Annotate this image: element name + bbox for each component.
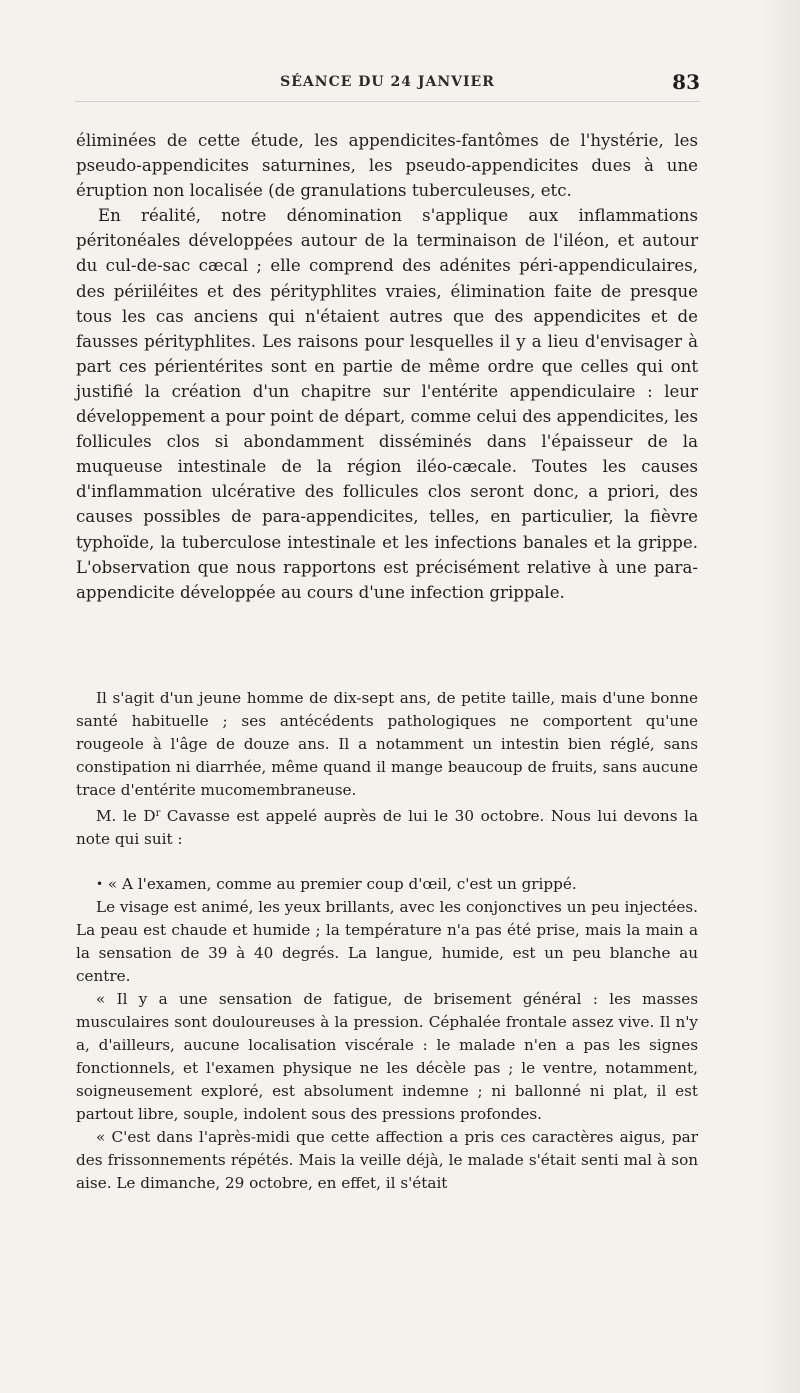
running-title: SÉANCE DU 24 JANVIER: [280, 74, 495, 90]
case-text-fragment: M. le D: [96, 807, 156, 825]
main-text: [76, 128, 698, 605]
superscript: r: [155, 808, 161, 819]
case-paragraph: « Il y a une sensation de fatigue, de brisement général : les masses musculaires sont douloureuses à la pression. Céphalée frontale assez vive. Il n'y a, d'ailleurs, aucune localisation viscérale : le malade n'en a pas les signes fonctionnels, et l'examen physique ne les décèle pas ; le ventre, notamment, soigneusement exploré, est absolument indemne ; ni ballonné ni plat, il est partout libre, souple, indolent sous des pressions profondes.: [76, 990, 698, 1123]
scan-shadow: [760, 0, 800, 1393]
case-text-fragment: Cavasse est appelé auprès de lui le 30 octobre. Nous lui devons la note qui suit :: [76, 807, 698, 848]
bullet-mark: •: [96, 877, 104, 891]
case-paragraph: Le visage est animé, les yeux brillants, avec les conjonctives un peu injectées. La peau est chaude et humide ; la température n'a pas été prise, mais la main a la sensation de 39 à 40 degrés. La langue, humide, est un peu blanche au centre.: [76, 898, 698, 985]
case-paragraph: Il s'agit d'un jeune homme de dix-sept ans, de petite taille, mais d'une bonne santé habituelle ; ses antécédents pathologiques ne comportent qu'une rougeole à l'âge de douze ans. Il a notamment un intestin bien réglé, sans constipation ni diarrhée, même quand il mange beaucoup de fruits, sans aucune trace d'entérite mucomembraneuse.: [76, 689, 698, 799]
case-paragraph: [76, 802, 698, 851]
case-report: [76, 687, 698, 1195]
page-header: [75, 70, 700, 100]
page-number: 83: [672, 70, 700, 94]
case-paragraph: [76, 873, 698, 896]
case-paragraph: « C'est dans l'après-midi que cette affection a pris ces caractères aigus, par des frissonnements répétés. Mais la veille déjà, le malade s'était senti mal à son aise. Le dimanche, 29 octobre, en effet, il s'était: [76, 1128, 698, 1192]
paragraph: En réalité, notre dénomination s'applique aux inflammations péritonéales développées autour de la terminaison de l'iléon, et autour du cul-de-sac cæcal ; elle comprend des adénites péri-appendiculaires, des périiléites et des pérityphlites vraies, élimination faite de presque tous les cas anciens qui n'étaient autres que des appendicites et de fausses pérityphlites. Les raisons pour lesquelles il y a lieu d'envisager à part ces périentérites sont en partie de même ordre que celles qui ont justifié la création d'un chapitre sur l'entérite appendiculaire : leur développement a pour point de départ, comme celui des appendicites, les follicules clos si abondamment disséminés dans l'épaisseur de la muqueuse intestinale de la région iléo-cæcale. Toutes les causes d'inflammation ulcérative des follicules clos seront donc, a priori, des causes possibles de para-appendicites, telles, en particulier, la fièvre typhoïde, la tuberculose intestinale et les infections banales et la grippe. L'observation que nous rapportons est précisément relative à une para-appendicite développée au cours d'une infection grippale.: [76, 206, 698, 602]
case-text-fragment: « A l'examen, comme au premier coup d'œil, c'est un grippé.: [107, 875, 577, 893]
paragraph: éliminées de cette étude, les appendicites-fantômes de l'hystérie, les pseudo-appendicites saturnines, les pseudo-appendicites dues à une éruption non localisée (de granulations tuberculeuses, etc.: [76, 131, 698, 201]
header-divider: [75, 101, 700, 102]
